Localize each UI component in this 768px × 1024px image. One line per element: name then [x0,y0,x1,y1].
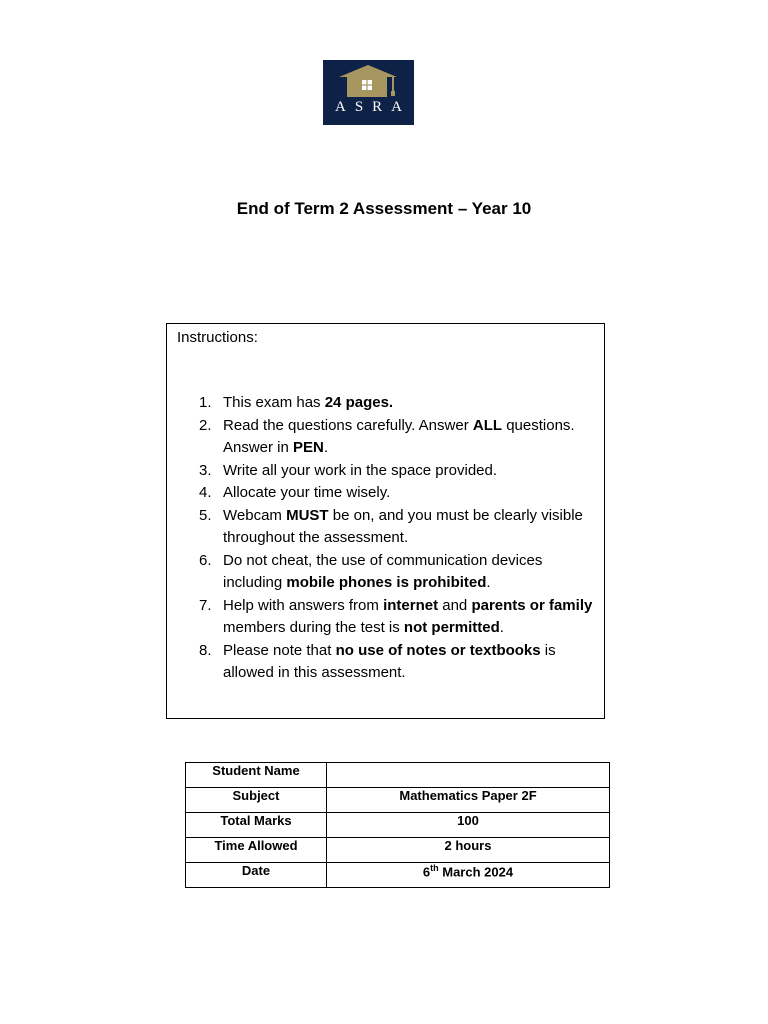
instruction-number: 5. [199,506,212,524]
instruction-number: 6. [199,551,212,569]
table-row [186,763,610,788]
instruction-item [199,415,594,460]
instruction-emphasis: not permitted [403,619,500,636]
instruction-item [199,460,594,483]
instruction-text: Help with answers from [223,596,384,614]
instructions-box [166,323,605,719]
row-label: Date [186,863,327,888]
instruction-emphasis: MUST [286,506,329,524]
table-row [186,838,610,863]
asra-logo [323,60,414,125]
instruction-text: Do not cheat, the use of communication devices including [223,551,543,591]
table-row [186,813,610,838]
instructions-list [199,392,594,685]
ordinal-suffix: th [430,863,439,873]
instruction-emphasis: internet [383,596,439,614]
instruction-text: Allocate your time wisely. [223,484,391,501]
table-row [186,788,610,813]
instruction-emphasis: PEN [293,439,324,456]
instruction-item [199,482,594,505]
row-value: 100 [327,813,610,838]
instruction-text: Please note that [223,641,336,659]
instruction-text: be on, and you must be clearly visible throughout the assessment. [223,506,583,546]
row-label: Subject [186,788,327,813]
instruction-item [199,550,594,595]
instruction-number: 3. [199,461,212,479]
instruction-number: 2. [199,416,212,434]
instruction-item [199,640,594,685]
instruction-text: Webcam [223,506,287,524]
page-title: End of Term 2 Assessment – Year 10 [236,199,532,218]
instruction-emphasis: 24 pages. [324,394,394,411]
instruction-text: . [323,439,329,456]
row-value: 6th March 2024 [327,863,610,888]
row-value [327,763,610,788]
table-row [186,863,610,888]
house-icon [337,63,399,103]
instruction-text: and [438,596,472,614]
instruction-item [199,595,594,640]
instruction-number: 8. [199,641,212,659]
instruction-text: members during the test is [223,619,404,636]
instruction-text: This exam has [223,394,325,411]
instruction-number: 4. [199,484,212,501]
instruction-emphasis: mobile phones is prohibited [286,574,487,591]
instruction-number: 7. [199,596,212,614]
instruction-text: Write all your work in the space provided. [223,461,498,479]
instruction-item [199,505,594,550]
instruction-text: . [499,619,504,636]
instruction-number: 1. [199,394,212,411]
row-label: Total Marks [186,813,327,838]
instruction-text: questions. Answer in [223,416,575,456]
row-value: 2 hours [327,838,610,863]
instruction-item [199,392,594,415]
instruction-text: . [486,574,491,591]
instruction-emphasis: no use of notes or textbooks [335,641,541,659]
row-value: Mathematics Paper 2F [327,788,610,813]
row-label: Student Name [186,763,327,788]
exam-info-table [185,762,610,888]
row-label: Time Allowed [186,838,327,863]
logo-text: ASRA [334,99,411,115]
instruction-emphasis: ALL [472,416,503,434]
instructions-heading: Instructions: [177,329,258,346]
instruction-text: Read the questions carefully. Answer [223,416,473,434]
instruction-text: is allowed in this assessment. [223,641,556,681]
instruction-emphasis: parents or family [471,596,593,614]
